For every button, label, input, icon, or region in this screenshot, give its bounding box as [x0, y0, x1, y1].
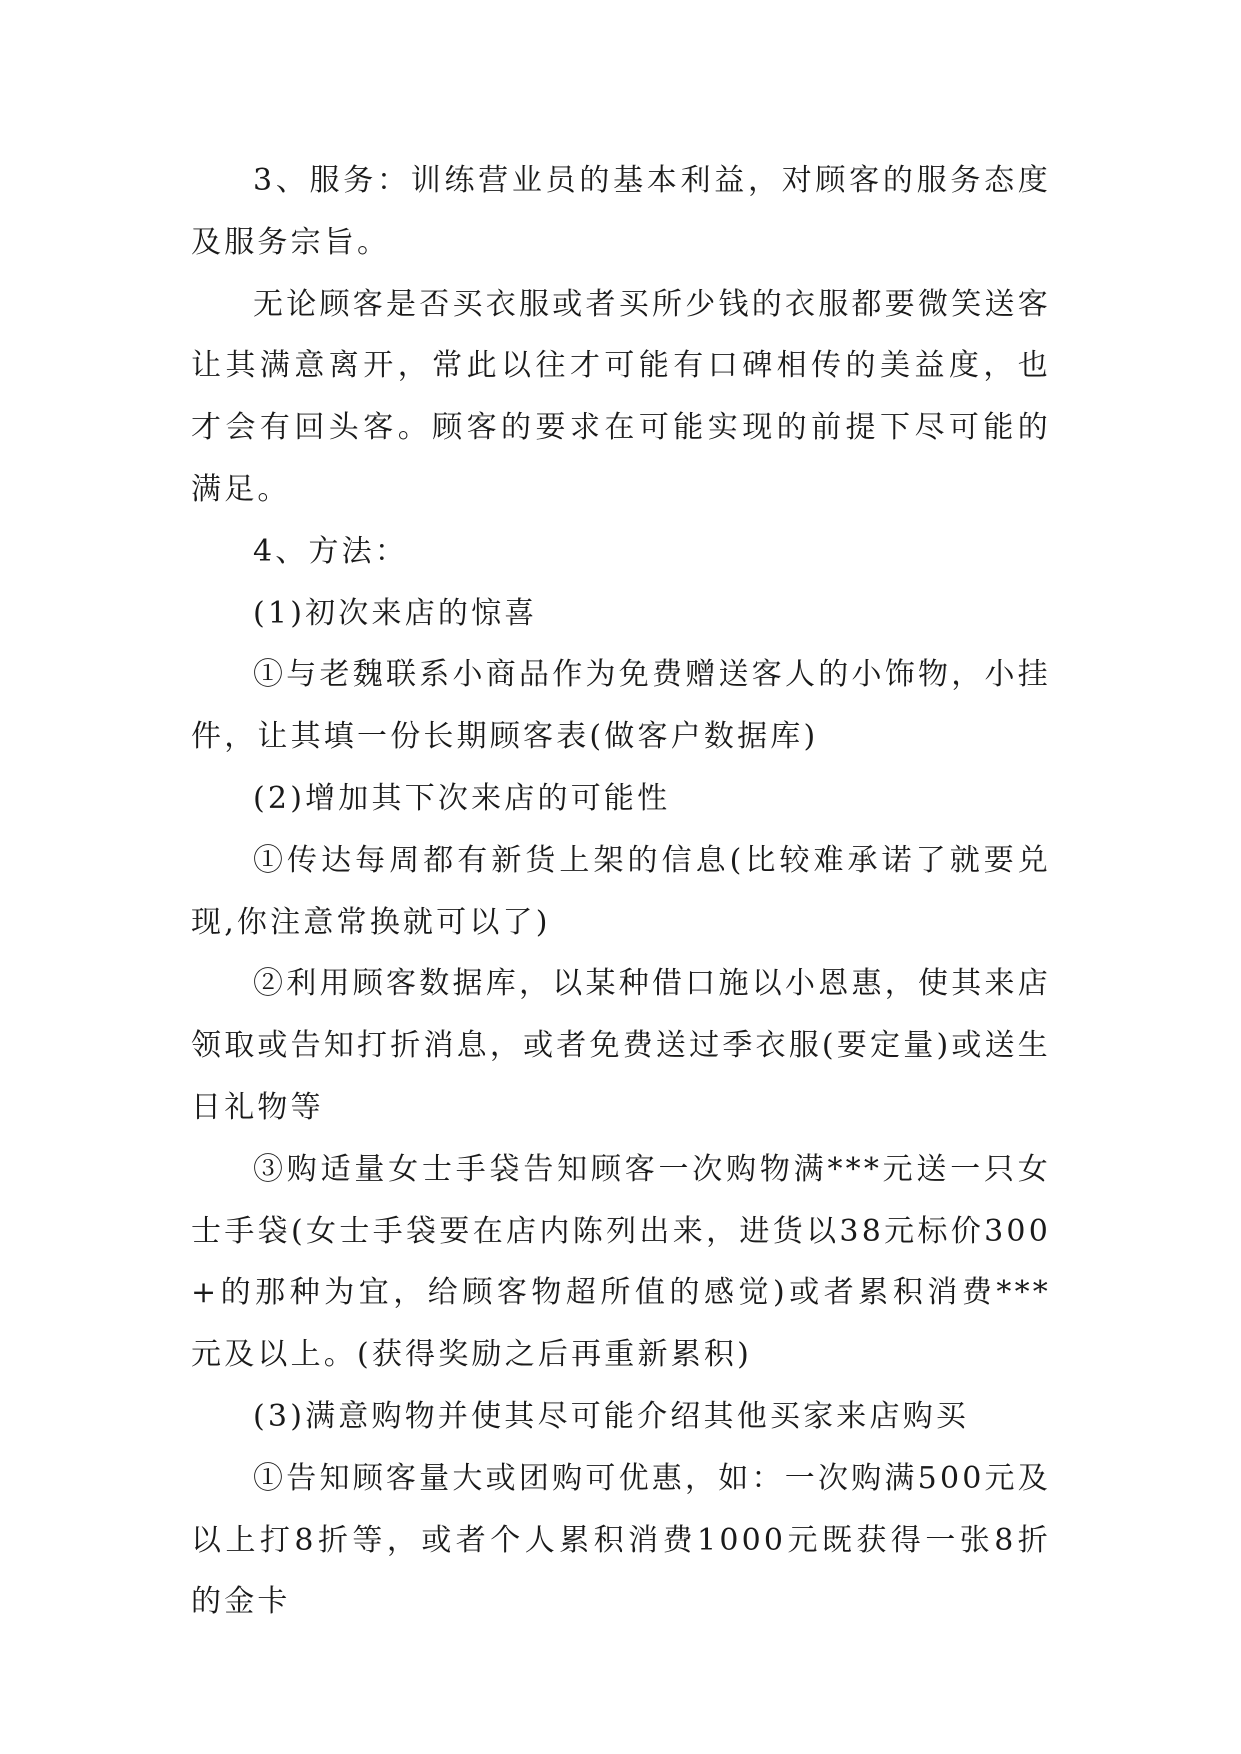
paragraph-first-visit-heading: (1)初次来店的惊喜: [253, 595, 538, 631]
paragraph-referral-heading: (3)满意购物并使其尽可能介绍其他买家来店购买: [253, 1398, 970, 1434]
paragraph-customer-database: ②利用顾客数据库，以某种借口施以小恩惠，使其来店领取或告知打折消息，或者免费送过季衣服(要定量)或送生日礼物等: [191, 966, 1051, 1125]
paragraph-next-visit-heading: (2)增加其下次来店的可能性: [253, 780, 671, 816]
paragraph-methods-heading: 4、方法：: [253, 533, 409, 569]
paragraph-first-visit-gift: ①与老魏联系小商品作为免费赠送客人的小饰物，小挂件，让其填一份长期顾客表(做客户数据库): [191, 657, 1051, 755]
paragraph-handbag-promotion: ③购适量女士手袋告知顾客一次购物满***元送一只女士手袋(女士手袋要在店内陈列出来，进货以38元标价300+的那种为宜，给顾客物超所值的感觉)或者累积消费***元及以上。(获得奖励之后再重新累积): [191, 1151, 1051, 1373]
paragraph-service: 3、服务：训练营业员的基本利益，对顾客的服务态度及服务宗旨。: [191, 163, 1051, 260]
paragraph-group-discount: ①告知顾客量大或团购可优惠，如：一次购满500元及以上打8折等，或者个人累积消费1000元既获得一张8折的金卡: [191, 1460, 1051, 1620]
paragraph-customer-satisfaction: 无论顾客是否买衣服或者买所少钱的衣服都要微笑送客让其满意离开，常此以往才可能有口碑相传的美益度，也才会有回头客。顾客的要求在可能实现的前提下尽可能的满足。: [191, 286, 1051, 507]
document-body: [191, 150, 1051, 1633]
paragraph-new-arrivals: ①传达每周都有新货上架的信息(比较难承诺了就要兑现,你注意常换就可以了): [191, 842, 1051, 940]
